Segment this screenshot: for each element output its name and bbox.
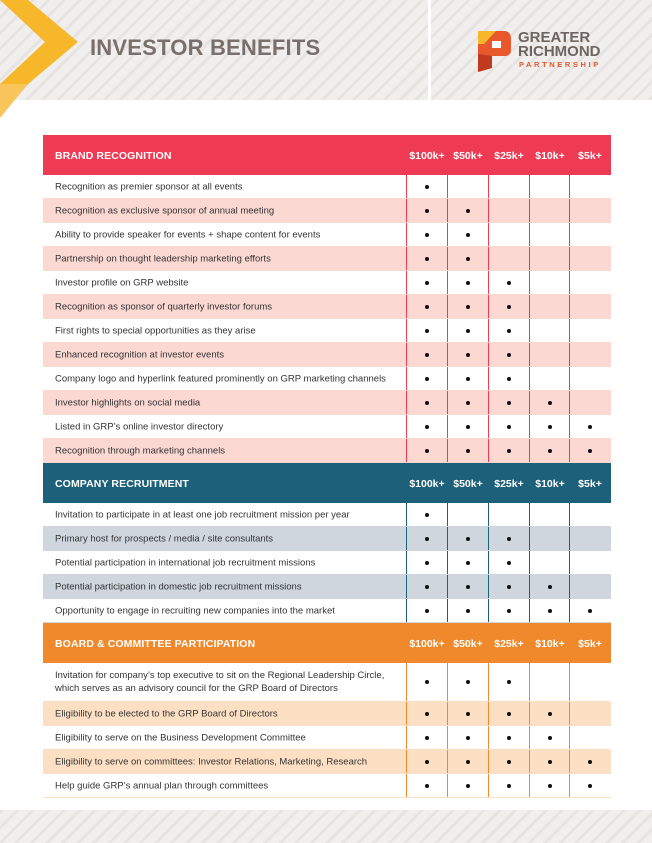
included-bullet-icon xyxy=(588,784,592,788)
included-bullet-icon xyxy=(548,609,552,613)
benefit-label: Recognition as premier sponsor at all events xyxy=(55,181,243,192)
included-bullet-icon xyxy=(507,329,511,333)
included-bullet-icon xyxy=(507,609,511,613)
tier-cell xyxy=(448,774,488,797)
benefit-row xyxy=(43,750,611,774)
tier-cell xyxy=(448,391,488,414)
logo-mark-icon xyxy=(474,28,512,72)
tier-cell xyxy=(570,343,610,366)
tier-cell xyxy=(448,319,488,342)
included-bullet-icon xyxy=(425,257,429,261)
tier-cell xyxy=(448,503,488,526)
tier-cell xyxy=(448,726,488,749)
tier-cell xyxy=(570,175,610,198)
included-bullet-icon xyxy=(507,401,511,405)
header-divider xyxy=(428,0,431,100)
benefit-row xyxy=(43,551,611,575)
grp-logo xyxy=(474,28,624,74)
tier-cell xyxy=(407,391,447,414)
tier-cell xyxy=(570,702,610,725)
included-bullet-icon xyxy=(425,233,429,237)
included-bullet-icon xyxy=(425,401,429,405)
benefit-label: Potential participation in domestic job recruitment missions xyxy=(55,581,302,592)
included-bullet-icon xyxy=(548,760,552,764)
included-bullet-icon xyxy=(507,537,511,541)
tier-cell xyxy=(407,343,447,366)
included-bullet-icon xyxy=(548,401,552,405)
tier-cell xyxy=(489,527,529,550)
tier-cell xyxy=(448,663,488,701)
tier-cell xyxy=(407,415,447,438)
included-bullet-icon xyxy=(466,609,470,613)
included-bullet-icon xyxy=(466,585,470,589)
tier-cell xyxy=(489,343,529,366)
tier-cell xyxy=(530,726,570,749)
tier-cell xyxy=(407,367,447,390)
included-bullet-icon xyxy=(466,736,470,740)
tier-cell xyxy=(530,295,570,318)
tier-cell xyxy=(407,527,447,550)
tier-cell xyxy=(489,599,529,622)
tier-cell xyxy=(530,774,570,797)
included-bullet-icon xyxy=(466,329,470,333)
tier-cell xyxy=(489,319,529,342)
benefit-label: Potential participation in international job recruitment missions xyxy=(55,557,316,568)
included-bullet-icon xyxy=(425,305,429,309)
benefit-label: Recognition as sponsor of quarterly investor forums xyxy=(55,301,273,312)
included-bullet-icon xyxy=(548,425,552,429)
benefit-label: Investor highlights on social media xyxy=(55,397,201,408)
included-bullet-icon xyxy=(507,449,511,453)
benefit-row xyxy=(43,527,611,551)
included-bullet-icon xyxy=(466,209,470,213)
tier-cell xyxy=(489,551,529,574)
tier-cell xyxy=(570,247,610,270)
included-bullet-icon xyxy=(507,377,511,381)
tier-cell xyxy=(448,247,488,270)
tier-cell xyxy=(489,367,529,390)
tier-cell xyxy=(489,271,529,294)
tier-cell xyxy=(570,599,610,622)
tier-column-header: $50k+ xyxy=(453,150,483,162)
tier-cell xyxy=(448,343,488,366)
benefit-row xyxy=(43,663,611,702)
tier-column-header: $25k+ xyxy=(494,478,524,490)
section-brand-recognition xyxy=(43,135,611,463)
tier-column-header: $50k+ xyxy=(453,638,483,650)
tier-cell xyxy=(570,503,610,526)
tier-cell xyxy=(489,391,529,414)
tier-column-header: $100k+ xyxy=(409,150,445,162)
section-title: BOARD & COMMITTEE PARTICIPATION xyxy=(55,638,256,650)
benefit-label: Primary host for prospects / media / site consultants xyxy=(55,533,274,544)
included-bullet-icon xyxy=(466,680,470,684)
section-company-recruitment xyxy=(43,463,611,623)
included-bullet-icon xyxy=(425,680,429,684)
included-bullet-icon xyxy=(466,537,470,541)
tier-cell xyxy=(570,199,610,222)
benefit-row xyxy=(43,702,611,726)
tier-cell xyxy=(448,575,488,598)
tier-cell xyxy=(530,199,570,222)
included-bullet-icon xyxy=(507,760,511,764)
benefit-label: Invitation for company’s top executive to sit on the Regional Leadership Circle, which serves as an advisory council for the GRP Board of Directors xyxy=(55,670,385,694)
benefit-label: Investor profile on GRP website xyxy=(55,277,189,288)
benefit-label: Listed in GRP’s online investor directory xyxy=(55,421,224,432)
included-bullet-icon xyxy=(425,377,429,381)
section-title: BRAND RECOGNITION xyxy=(55,150,172,162)
tier-cell xyxy=(489,774,529,797)
logo-text-partnership: PARTNERSHIP xyxy=(519,60,601,69)
benefit-row xyxy=(43,343,611,367)
tier-cell xyxy=(489,223,529,246)
included-bullet-icon xyxy=(507,736,511,740)
included-bullet-icon xyxy=(425,449,429,453)
tier-cell xyxy=(570,439,610,462)
benefit-label: Eligibility to serve on the Business Development Committee xyxy=(55,732,306,743)
tier-cell xyxy=(570,551,610,574)
tier-column-header: $100k+ xyxy=(409,638,445,650)
chevron-decoration xyxy=(0,0,80,118)
tier-cell xyxy=(448,271,488,294)
included-bullet-icon xyxy=(507,305,511,309)
benefit-row xyxy=(43,199,611,223)
included-bullet-icon xyxy=(425,209,429,213)
tier-cell xyxy=(530,175,570,198)
benefit-row xyxy=(43,726,611,750)
tier-cell xyxy=(448,439,488,462)
tier-cell xyxy=(570,663,610,701)
section-header xyxy=(43,623,611,663)
tier-cell xyxy=(407,319,447,342)
included-bullet-icon xyxy=(507,561,511,565)
benefit-label: Eligibility to serve on committees: Investor Relations, Marketing, Research xyxy=(55,756,368,767)
tier-cell xyxy=(407,575,447,598)
tier-cell xyxy=(570,750,610,773)
included-bullet-icon xyxy=(548,736,552,740)
included-bullet-icon xyxy=(425,760,429,764)
tier-cell xyxy=(570,774,610,797)
included-bullet-icon xyxy=(425,537,429,541)
tier-column-header: $5k+ xyxy=(578,638,602,650)
tier-cell xyxy=(530,599,570,622)
included-bullet-icon xyxy=(588,609,592,613)
benefit-label: Enhanced recognition at investor events xyxy=(55,349,224,360)
included-bullet-icon xyxy=(425,561,429,565)
benefit-label: Eligibility to be elected to the GRP Board of Directors xyxy=(55,708,278,719)
tier-cell xyxy=(407,726,447,749)
tier-cell xyxy=(407,774,447,797)
included-bullet-icon xyxy=(466,561,470,565)
tier-cell xyxy=(530,503,570,526)
included-bullet-icon xyxy=(425,712,429,716)
benefit-label: Invitation to participate in at least one job recruitment mission per year xyxy=(55,509,350,520)
tier-column-header: $10k+ xyxy=(535,638,565,650)
tier-cell xyxy=(570,415,610,438)
tier-cell xyxy=(530,343,570,366)
benefit-row xyxy=(43,175,611,199)
included-bullet-icon xyxy=(507,281,511,285)
included-bullet-icon xyxy=(548,585,552,589)
included-bullet-icon xyxy=(507,585,511,589)
tier-cell xyxy=(407,271,447,294)
benefit-row xyxy=(43,223,611,247)
included-bullet-icon xyxy=(507,712,511,716)
logo-text-richmond: RICHMOND xyxy=(518,43,601,60)
tier-cell xyxy=(570,391,610,414)
benefits-table xyxy=(43,135,611,798)
tier-cell xyxy=(407,199,447,222)
tier-cell xyxy=(570,726,610,749)
included-bullet-icon xyxy=(507,425,511,429)
benefit-label: Company logo and hyperlink featured prominently on GRP marketing channels xyxy=(55,373,386,384)
tier-cell xyxy=(407,223,447,246)
tier-column-header: $5k+ xyxy=(578,150,602,162)
included-bullet-icon xyxy=(425,609,429,613)
included-bullet-icon xyxy=(425,784,429,788)
tier-cell xyxy=(489,750,529,773)
tier-cell xyxy=(407,663,447,701)
tier-cell xyxy=(530,551,570,574)
tier-cell xyxy=(570,367,610,390)
tier-column-header: $50k+ xyxy=(453,478,483,490)
included-bullet-icon xyxy=(588,425,592,429)
tier-cell xyxy=(407,439,447,462)
tier-cell xyxy=(489,415,529,438)
tier-cell xyxy=(489,702,529,725)
tier-cell xyxy=(570,223,610,246)
tier-column-header: $5k+ xyxy=(578,478,602,490)
page-title: INVESTOR BENEFITS xyxy=(90,35,321,60)
included-bullet-icon xyxy=(466,353,470,357)
benefit-label: Help guide GRP’s annual plan through committees xyxy=(55,780,269,791)
tier-cell xyxy=(530,391,570,414)
tier-column-header: $25k+ xyxy=(494,638,524,650)
included-bullet-icon xyxy=(466,305,470,309)
tier-cell xyxy=(407,702,447,725)
tier-cell xyxy=(530,319,570,342)
benefit-label: Partnership on thought leadership marketing efforts xyxy=(55,253,271,264)
tier-cell xyxy=(489,439,529,462)
benefit-label: First rights to special opportunities as they arise xyxy=(55,325,256,336)
tier-column-header: $100k+ xyxy=(409,478,445,490)
tier-cell xyxy=(530,439,570,462)
included-bullet-icon xyxy=(425,736,429,740)
benefit-label: Ability to provide speaker for events + shape content for events xyxy=(55,229,321,240)
included-bullet-icon xyxy=(466,449,470,453)
included-bullet-icon xyxy=(466,425,470,429)
included-bullet-icon xyxy=(507,680,511,684)
tier-cell xyxy=(489,575,529,598)
tier-cell xyxy=(489,663,529,701)
included-bullet-icon xyxy=(588,449,592,453)
tier-cell xyxy=(570,575,610,598)
benefit-row xyxy=(43,439,611,463)
included-bullet-icon xyxy=(588,760,592,764)
tier-column-header: $10k+ xyxy=(535,478,565,490)
benefit-row xyxy=(43,599,611,623)
included-bullet-icon xyxy=(425,425,429,429)
tier-cell xyxy=(530,527,570,550)
tier-cell xyxy=(530,271,570,294)
tier-cell xyxy=(570,295,610,318)
tier-cell xyxy=(448,367,488,390)
included-bullet-icon xyxy=(507,353,511,357)
tier-cell xyxy=(407,599,447,622)
tier-cell xyxy=(530,702,570,725)
tier-cell xyxy=(489,247,529,270)
benefit-row xyxy=(43,367,611,391)
tier-cell xyxy=(448,415,488,438)
benefit-row xyxy=(43,271,611,295)
included-bullet-icon xyxy=(425,585,429,589)
tier-column-header: $25k+ xyxy=(494,150,524,162)
tier-cell xyxy=(530,415,570,438)
tier-cell xyxy=(448,223,488,246)
included-bullet-icon xyxy=(425,353,429,357)
tier-cell xyxy=(407,503,447,526)
tier-cell xyxy=(530,247,570,270)
benefit-row xyxy=(43,575,611,599)
benefit-row xyxy=(43,415,611,439)
section-header xyxy=(43,135,611,175)
included-bullet-icon xyxy=(425,281,429,285)
included-bullet-icon xyxy=(466,257,470,261)
tier-cell xyxy=(407,247,447,270)
included-bullet-icon xyxy=(507,784,511,788)
section-header xyxy=(43,463,611,503)
included-bullet-icon xyxy=(466,281,470,285)
included-bullet-icon xyxy=(466,233,470,237)
tier-column-header: $10k+ xyxy=(535,150,565,162)
tier-cell xyxy=(448,199,488,222)
benefit-row xyxy=(43,774,611,798)
tier-cell xyxy=(570,319,610,342)
tier-cell xyxy=(530,663,570,701)
tier-cell xyxy=(407,295,447,318)
included-bullet-icon xyxy=(466,760,470,764)
tier-cell xyxy=(530,223,570,246)
benefit-label: Recognition through marketing channels xyxy=(55,445,226,456)
tier-cell xyxy=(489,503,529,526)
section-board-committee-participation xyxy=(43,623,611,798)
tier-cell xyxy=(448,599,488,622)
tier-cell xyxy=(530,575,570,598)
benefit-row xyxy=(43,247,611,271)
tier-cell xyxy=(530,750,570,773)
tier-cell xyxy=(448,527,488,550)
included-bullet-icon xyxy=(425,513,429,517)
tier-cell xyxy=(448,750,488,773)
tier-cell xyxy=(489,726,529,749)
footer-band xyxy=(0,810,652,843)
benefit-row xyxy=(43,503,611,527)
included-bullet-icon xyxy=(466,712,470,716)
included-bullet-icon xyxy=(548,712,552,716)
tier-cell xyxy=(489,199,529,222)
tier-cell xyxy=(570,527,610,550)
tier-cell xyxy=(530,367,570,390)
benefit-row xyxy=(43,319,611,343)
included-bullet-icon xyxy=(466,401,470,405)
logo-text-greater: GREATER xyxy=(518,29,591,46)
tier-cell xyxy=(448,295,488,318)
included-bullet-icon xyxy=(425,329,429,333)
tier-cell xyxy=(407,551,447,574)
included-bullet-icon xyxy=(548,784,552,788)
tier-cell xyxy=(570,271,610,294)
included-bullet-icon xyxy=(425,185,429,189)
tier-cell xyxy=(489,175,529,198)
tier-cell xyxy=(407,175,447,198)
benefit-label: Opportunity to engage in recruiting new companies into the market xyxy=(55,605,335,616)
included-bullet-icon xyxy=(466,784,470,788)
tier-cell xyxy=(448,702,488,725)
tier-cell xyxy=(489,295,529,318)
benefit-row xyxy=(43,391,611,415)
tier-cell xyxy=(407,750,447,773)
tier-cell xyxy=(448,551,488,574)
included-bullet-icon xyxy=(466,377,470,381)
benefit-row xyxy=(43,295,611,319)
included-bullet-icon xyxy=(548,449,552,453)
section-title: COMPANY RECRUITMENT xyxy=(55,478,189,490)
benefit-label: Recognition as exclusive sponsor of annual meeting xyxy=(55,205,275,216)
tier-cell xyxy=(448,175,488,198)
